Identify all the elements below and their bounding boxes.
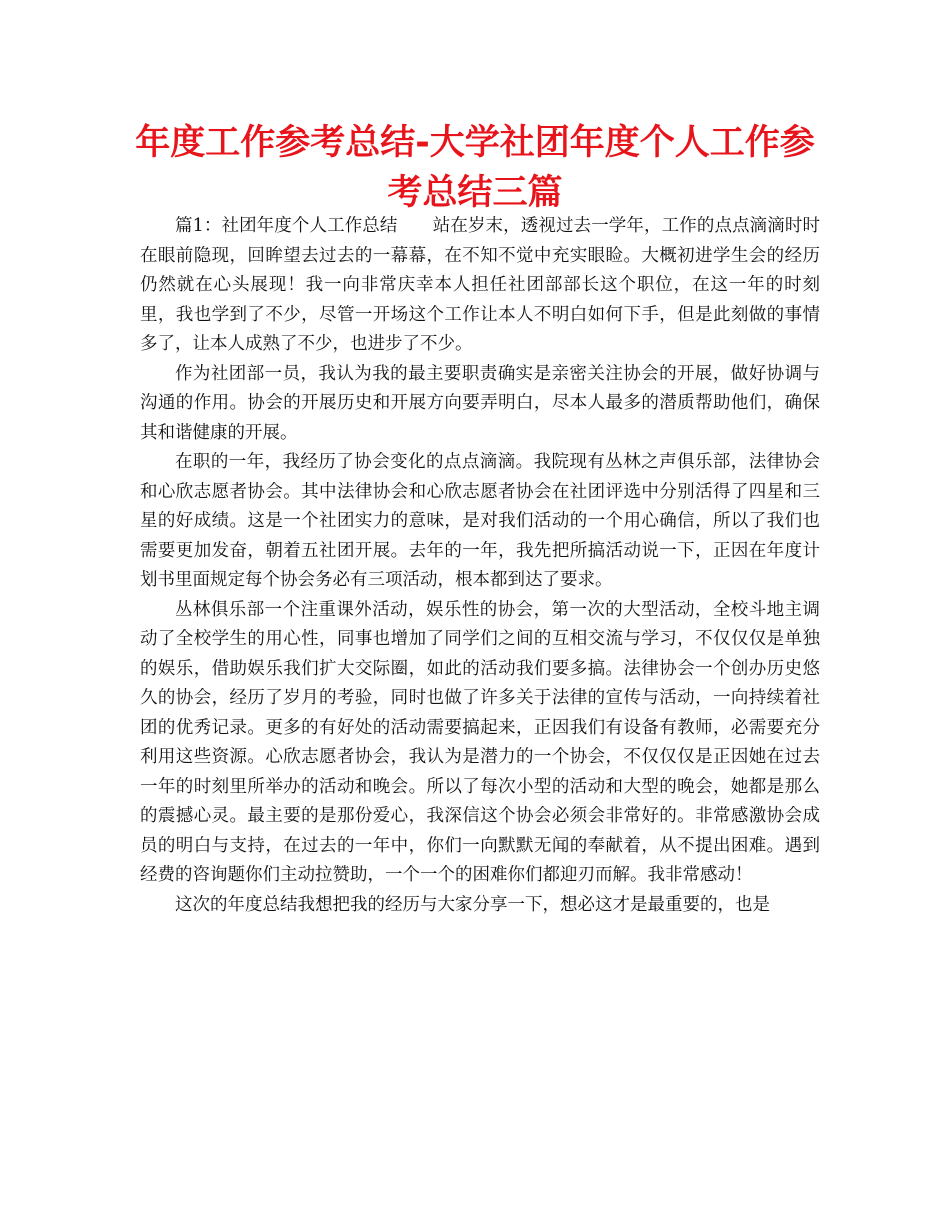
document-title: 年度工作参考总结-大学社团年度个人工作参考总结三篇 (135, 123, 815, 213)
paragraph-2: 作为社团部一员，我认为我的最主要职责确实是亲密关注协会的开展，做好协调与沟通的作用。协会的开展历史和开展方向要弄明白，尽本人最多的潜质帮助他们，确保其和谐健康的开展。 (140, 363, 820, 443)
paragraph-1: 篇1：社团年度个人工作总结 站在岁末，透视过去一学年，工作的点点滴滴时时在眼前隐现，回眸望去过去的一幕幕，在不知不觉中充实眼睑。大概初进学生会的经历仍然就在心头展现！我一向非常庆幸本人担任社团部部长这个职位，在这一年的时刻里，我也学到了不少，尽管一开场这个工作让本人不明白如何下手，但是此刻做的事情多了，让本人成熟了不少，也进步了不少。 (140, 216, 820, 354)
document-body (140, 212, 820, 920)
paragraph-4: 丛林俱乐部一个注重课外活动，娱乐性的协会，第一次的大型活动，全校斗地主调动了全校学生的用心性，同事也增加了同学们之间的互相交流与学习，不仅仅仅是单独的娱乐，借助娱乐我们扩大交际圈，如此的活动我们要多搞。法律协会一个创办历史悠久的协会，经历了岁月的考验，同时也做了许多关于法律的宣传与活动，一向持续着社团的优秀记录。更多的有好处的活动需要搞起来，正因我们有设备有教师，必需要充分利用这些资源。心欣志愿者协会，我认为是潜力的一个协会，不仅仅仅是正因她在过去一年的时刻里所举办的活动和晚会。所以了每次小型的活动和大型的晚会，她都是那么的震撼心灵。最主要的是那份爱心，我深信这个协会必须会非常好的。非常感激协会成员的明白与支持，在过去的一年中，你们一向默默无闻的奉献着，从不提出困难。遇到经费的咨询题你们主动拉赞助，一个一个的困难你们都迎刃而解。我非常感动！ (140, 599, 820, 885)
paragraph-5: 这次的年度总结我想把我的经历与大家分享一下，想必这才是最重要的，也是 (175, 894, 770, 915)
paragraph-3: 在职的一年，我经历了协会变化的点点滴滴。我院现有丛林之声俱乐部，法律协会和心欣志愿者协会。其中法律协会和心欣志愿者协会在社团评选中分别活得了四星和三星的好成绩。这是一个社团实力的意味，是对我们活动的一个用心确信，所以了我们也需要更加发奋，朝着五社团开展。去年的一年，我先把所搞活动说一下，正因在年度计划书里面规定每个协会务必有三项活动，根本都到达了要求。 (140, 452, 820, 590)
